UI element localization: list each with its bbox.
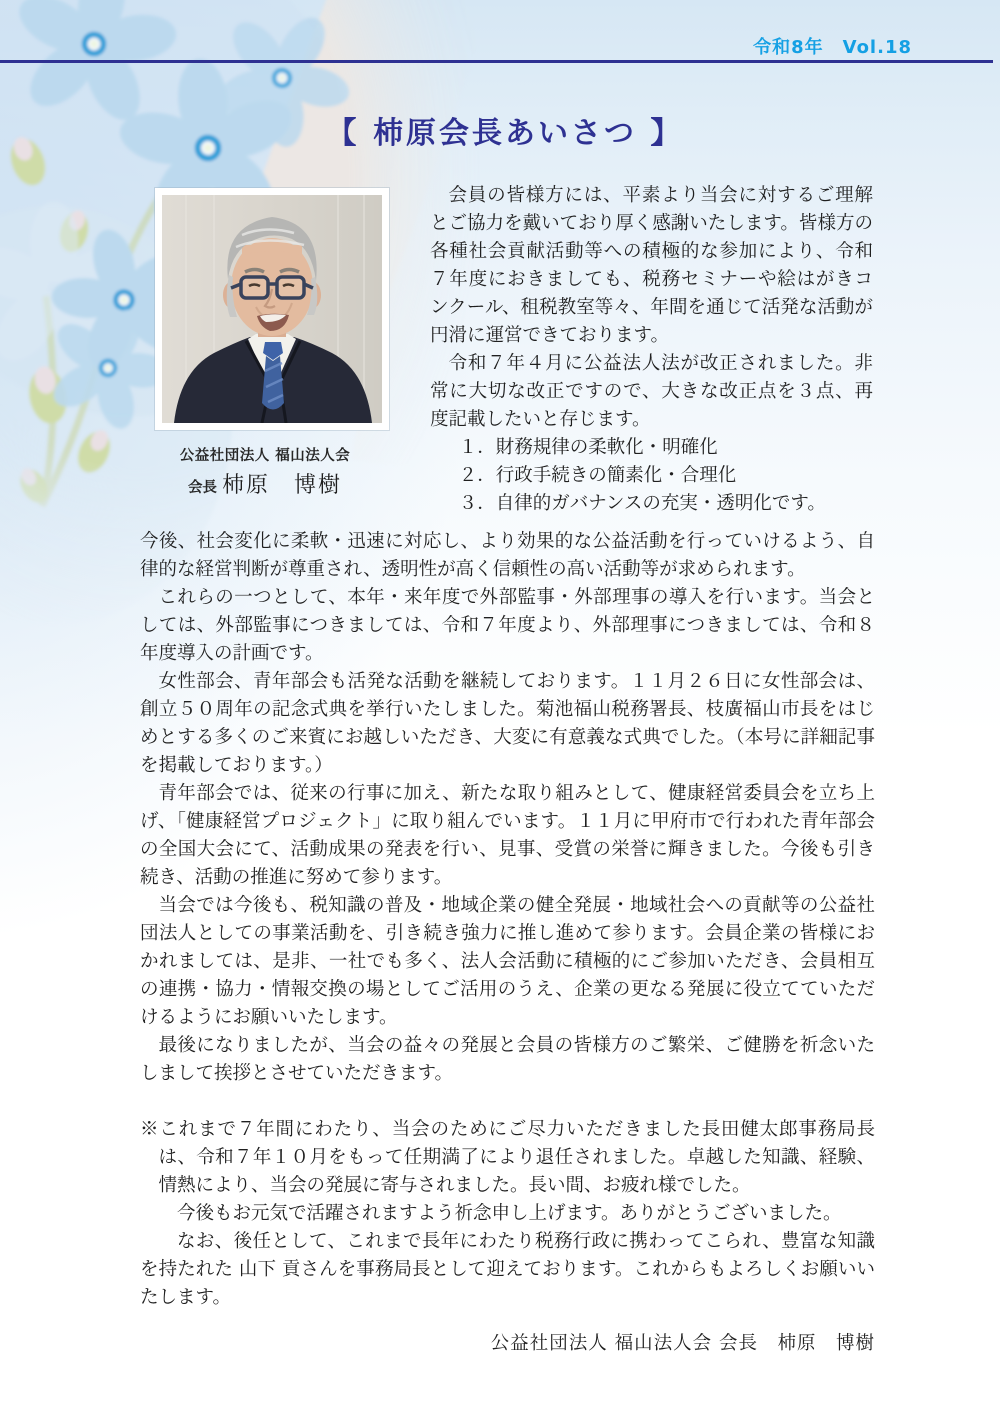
chairman-photo [162, 195, 382, 423]
page-title: 【 柿原会長あいさつ 】 [326, 116, 684, 151]
paragraph: 最後になりましたが、当会の益々の発展と会員の皆様方のご繁栄、ご健勝を祈念いたしまして挨拶とさせていただきます。 [140, 1035, 875, 1084]
paragraph: 令和７年４月に公益法人法が改正されました。非常に大切な改正ですので、大きな改正点を３点、再度記載したいと存じます。 [430, 353, 873, 430]
greeting-body-text [140, 528, 875, 1358]
caption-role: 会長 [187, 480, 217, 496]
caption-organization: 公益社団法人 福山法人会 [179, 448, 351, 464]
revision-points-list [430, 434, 873, 518]
chairman-photo-frame [155, 188, 389, 430]
paragraph: 今後、社会変化に柔軟・迅速に対応し、より効果的な公益活動を行っていけるよう、自律的な経営判断が尊重され、透明性が高く信頼性の高い活動等が求められます。 [140, 531, 875, 580]
note-paragraph: 今後もお元気で活躍されますよう祈念申し上げます。ありがとうございました。 [177, 1203, 842, 1224]
paragraph: 青年部会では、従来の行事に加え、新たな取り組みとして、健康経営委員会を立ち上げ、「健康経営プロジェクト」に取り組んでいます。１１月に甲府市で行われた青年部会の全国大会にて、活動成果の発表を行い、見事、受賞の栄誉に輝きました。今後も引き続き、活動の推進に努めて参ります。 [140, 783, 875, 888]
list-item: １．財務規律の柔軟化・明確化 [458, 437, 718, 458]
list-item: ２．行政手続きの簡素化・合理化 [458, 465, 737, 486]
secretary-general-note [140, 1116, 875, 1312]
issue-label: 令和8年 Vol.18 [753, 37, 912, 58]
note-paragraph: なお、後任として、これまで長年にわたり税務行政に携わってこられ、豊富な知識を持たれた 山下 貢さんを事務局長として迎えております。これからもよろしくお願いいたします。 [140, 1231, 875, 1308]
note-paragraph: ※これまで７年間にわたり、当会のためにご尽力いただきました長田健太郎事務局長は、令和７年１０月をもって任期満了により退任されました。卓越した知識、経験、情熱により、当会の発展に寄与されました。長い間、お疲れ様でした。 [140, 1119, 875, 1196]
header-rule [0, 60, 993, 63]
caption-name-line [140, 468, 390, 499]
greeting-column-text [430, 182, 873, 518]
signature-line: 公益社団法人 福山法人会 会長 柿原 博樹 [490, 1333, 875, 1354]
list-item: ３．自律的ガバナンスの充実・透明化です。 [458, 493, 826, 514]
paragraph: これらの一つとして、本年・来年度で外部監事・外部理事の導入を行います。当会としては、外部監事につきましては、令和７年度より、外部理事につきましては、令和８年度導入の計画です。 [140, 587, 875, 664]
paragraph: 会員の皆様方には、平素より当会に対するご理解とご協力を戴いており厚く感謝いたします。皆様方の各種社会貢献活動等への積極的な参加により、令和７年度におきましても、税務セミナーや絵はがきコンクール、租税教室等々、年間を通じて活発な活動が円滑に運営できております。 [430, 185, 873, 346]
paragraph: 当会では今後も、税知識の普及・地域企業の健全発展・地域社会への貢献等の公益社団法人としての事業活動を、引き続き強力に推し進めて参ります。会員企業の皆様におかれましては、是非、一社でも多く、法人会活動に積極的にご参加いただき、会員相互の連携・協力・情報交換の場としてご活用のうえ、企業の更なる発展に役立てていただけるようにお願いいたします。 [140, 895, 875, 1028]
photo-caption [140, 444, 390, 499]
caption-name: 柿原 博樹 [222, 473, 343, 498]
paragraph: 女性部会、青年部会も活発な活動を継続しております。１１月２６日に女性部会は、創立５０周年の記念式典を挙行いたしました。菊池福山税務署長、枝廣福山市長をはじめとする多くのご来賓にお越しいただき、大変に有意義な式典でした。（本号に詳細記事を掲載しております。） [140, 671, 875, 776]
